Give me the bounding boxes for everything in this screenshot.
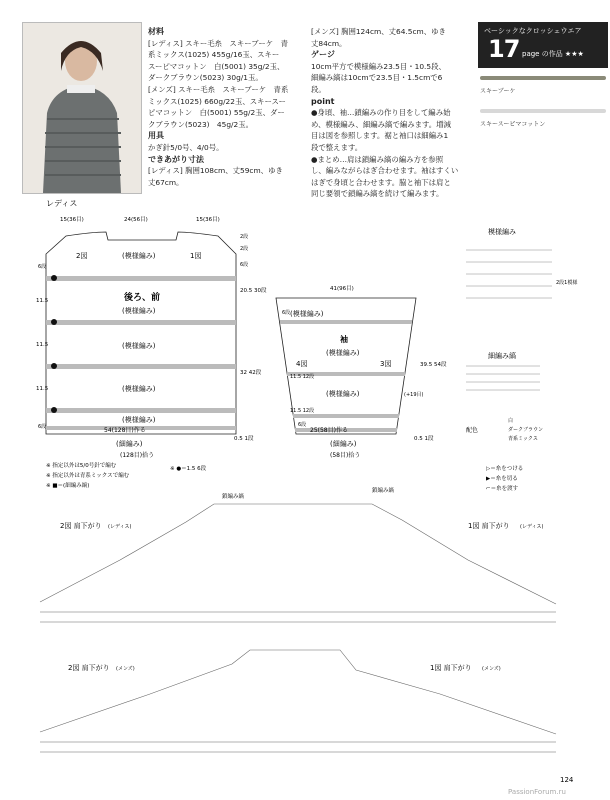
badge-number: 17 (488, 35, 520, 63)
sleeve-dim-left: 11.5 12段 (290, 374, 315, 380)
shoulder-sub: (レディス) (520, 524, 544, 530)
pattern-label: (模様編み) (122, 416, 156, 424)
pattern-label: (模様編み) (326, 349, 360, 357)
gauge-line: 細編み縞は10cmで23.5目・1.5cmで6 (311, 73, 443, 83)
page-number: 124 (560, 776, 574, 784)
chart-title: 細編み縞 (488, 352, 516, 360)
point-line: 段で整えます。 (311, 142, 363, 152)
color-key-title: 配色 (466, 427, 479, 434)
shoulder-title: 1図 肩下がり (430, 664, 472, 672)
point-line: ●身頃、袖…鎖編みの作り目をして編み始 (311, 108, 451, 118)
tools-title: 用具 (148, 131, 164, 141)
piece-title: 後ろ、前 (124, 293, 161, 303)
materials-title: 材料 (148, 27, 164, 36)
diagram-note: ※ ■＝(細編み縞) (46, 483, 90, 489)
dim-left: 6段 (38, 264, 47, 270)
shoulder-sub: (メンズ) (116, 666, 135, 672)
point-line: 目は図を参照します。裾と袖口は細編み1 (311, 131, 449, 141)
sleeve-dim-right: 0.5 1段 (414, 436, 434, 442)
shoulder-sub: (メンズ) (482, 666, 501, 672)
diagram-note: ※ 指定以外は青系ミックスで編む (46, 473, 130, 479)
gauge-line: 段。 (311, 84, 326, 94)
shoulder-title: 2図 肩下がり (60, 522, 102, 530)
color-key-item: 白 (508, 418, 514, 424)
dim-top: 24(56目) (124, 217, 148, 223)
pattern-label: (模様編み) (122, 385, 156, 393)
mens-size-line: [メンズ] 胸囲124cm、丈64.5cm、ゆき (311, 27, 446, 36)
section-title: レディス (46, 199, 78, 208)
stripe-marker (51, 407, 57, 413)
watermark: PassionForum.ru (508, 788, 566, 796)
yarn-name: スキースーピマコットン (480, 121, 546, 128)
materials-line: クブラウン(5023) 45g/2玉。 (148, 119, 253, 129)
dim-bottom: (細編み) (116, 440, 143, 448)
dim-right: 2段 (240, 246, 249, 252)
sleeve-dim-top: 41(96目) (330, 286, 354, 292)
dim-top: 15(36目) (196, 217, 220, 223)
materials-line: [レディス] スキー毛糸 スキーブーケ 青 (148, 38, 288, 48)
dim-right: 20.5 30段 (240, 288, 267, 294)
body-outline (46, 232, 236, 434)
badge-page-label: page の作品 ★★★ (522, 50, 584, 58)
gauge-title: ゲージ (311, 50, 335, 60)
chart-label: 3図 (380, 360, 392, 368)
chart-label: 2図 (76, 252, 88, 260)
point-line: ●まとめ…肩は鎖編み縞の編み方を参照 (311, 154, 444, 164)
stripe-marker (51, 319, 57, 325)
stripe-note: ※ ●＝1.5 6段 (170, 466, 207, 472)
stripe-stitch-chart (466, 366, 540, 390)
color-key-item: ダークブラウン (508, 427, 544, 433)
shoulder-title: 1図 肩下がり (468, 522, 510, 530)
stripe-marker (51, 275, 57, 281)
dim-bottom: 54(128目)作る (104, 427, 146, 434)
sleeve-dim-left: 6段 (282, 310, 291, 316)
dim-right: 32 42段 (240, 370, 262, 376)
sleeve-dim-bottom: (58目)拾う (330, 452, 361, 459)
dim-bottom: (128目)拾う (120, 452, 155, 459)
tools-text: かぎ針5/0号、4/0号。 (148, 142, 224, 152)
dim-right: 2段 (240, 234, 249, 240)
point-line: 同じ要領で鎖編み縞を続けて編みます。 (311, 189, 444, 199)
symbol-key: ▷＝糸をつける (486, 466, 524, 472)
chart-label: 4図 (296, 360, 308, 368)
chart-note: 2段1模様 (556, 280, 578, 286)
pattern-label: (模様編み) (326, 390, 360, 398)
point-line: はぎで身頃と合わせます。脇と袖下は肩と (311, 177, 451, 187)
sleeve-dim-bottom: 25(58目)作る (310, 427, 348, 434)
symbol-key: ⌐＝糸を渡す (486, 486, 519, 492)
size-title: できあがり寸法 (148, 154, 204, 164)
sleeve-dim-left: 6段 (298, 422, 307, 428)
size-line: [レディス] 胸囲108cm、丈59cm、ゆき (148, 166, 283, 176)
shoulder-title: 2図 肩下がり (68, 664, 110, 672)
dim-top: 15(36目) (60, 217, 84, 223)
sleeve-dim-bottom: (細編み) (330, 440, 357, 448)
point-line: め、模様編み、細編み縞で編みます。増減 (311, 119, 451, 129)
sleeve-dim-left: 11.5 12段 (290, 408, 315, 414)
chart-label: (模様編み) (122, 252, 156, 260)
sleeve-dim-right: 39.5 54段 (420, 362, 447, 368)
dim-left: 6段 (38, 424, 47, 430)
gauge-line: 10cm平方で模様編み23.5目・10.5段、 (311, 61, 446, 71)
materials-line: ピマコットン 白(5001) 55g/2玉、ダー (148, 108, 285, 118)
chart-label: 1図 (190, 252, 202, 260)
stripe-marker (51, 363, 57, 369)
diagram-note: ※ 指定以外は5/0号針で編む (46, 463, 117, 469)
dim-left: 11.5 (36, 298, 49, 304)
materials-line: ミックス(1025) 660g/22玉、スキースー (148, 96, 286, 106)
pattern-stitch-chart (466, 250, 552, 298)
materials-line: [メンズ] スキー毛糸 スキーブーケ 青系 (148, 84, 289, 94)
color-key-item: 青系ミックス (508, 436, 538, 442)
yarn-name: スキーブーケ (480, 88, 516, 95)
dim-right: 0.5 1段 (234, 436, 254, 442)
shoulder-center: 鎖編み縞 (222, 494, 245, 500)
materials-line: ダークブラウン(5023) 30g/1玉。 (148, 73, 263, 83)
pattern-label: (模様編み) (290, 310, 324, 318)
mens-size-line: 丈84cm。 (311, 38, 347, 48)
chart-title: 模様編み (488, 228, 516, 236)
size-line: 丈67cm。 (148, 177, 184, 187)
shoulder-sub: (レディス) (108, 524, 132, 530)
shoulder-center: 鎖編み縞 (372, 488, 395, 494)
point-line: し、編みながらはぎ合わせます。袖はすくい (311, 166, 459, 176)
materials-line: 系ミックス(1025) 455g/16玉、スキー (148, 50, 280, 60)
dim-left: 11.5 (36, 342, 49, 348)
pattern-label: (模様編み) (122, 307, 156, 315)
pattern-label: (模様編み) (122, 342, 156, 350)
sleeve-dim-right: (+19目) (404, 392, 424, 398)
dim-right: 6段 (240, 262, 249, 268)
sleeve-title: 袖 (340, 335, 348, 344)
symbol-key: ▶＝糸を切る (486, 476, 518, 482)
point-title: point (311, 96, 335, 106)
badge-category: ベーシックなクロッシェウエア (484, 27, 582, 35)
dim-left: 11.5 (36, 386, 49, 392)
materials-line: スーピマコットン 白(5001) 35g/2玉、 (148, 61, 285, 71)
